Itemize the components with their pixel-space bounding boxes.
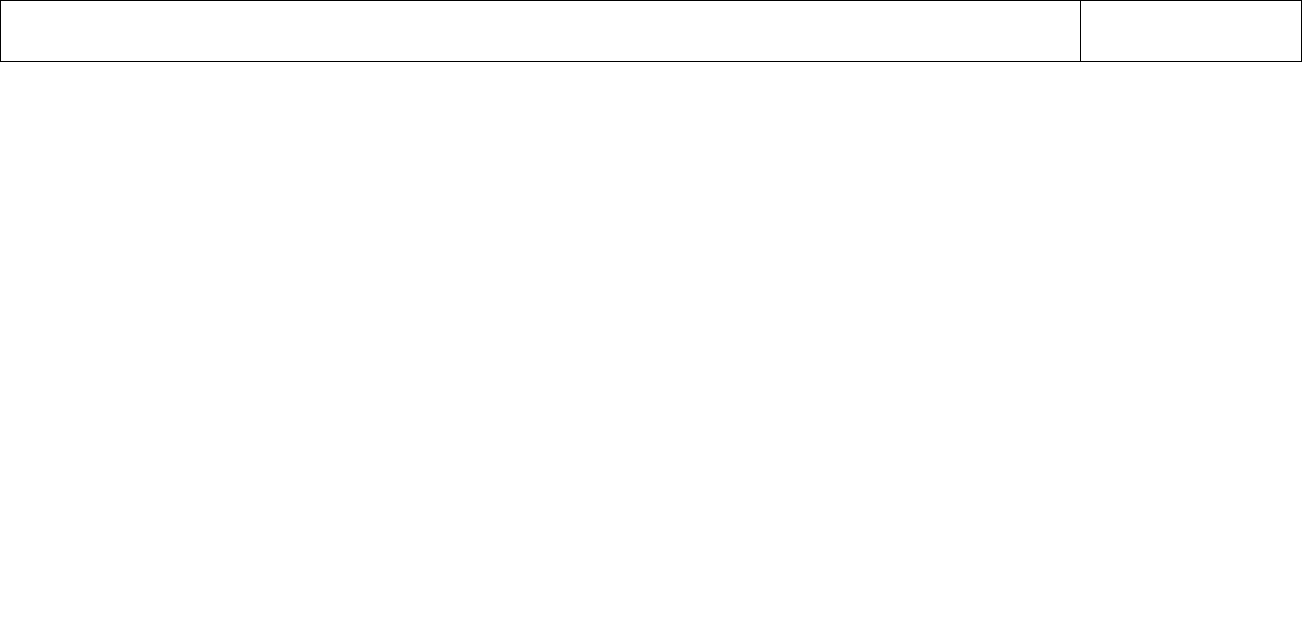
publish-time [1081,1,1302,62]
sheet-title [1,1,359,62]
publisher-label [358,1,723,62]
monitoring-table [0,0,1302,62]
title-spacer [723,1,1081,62]
